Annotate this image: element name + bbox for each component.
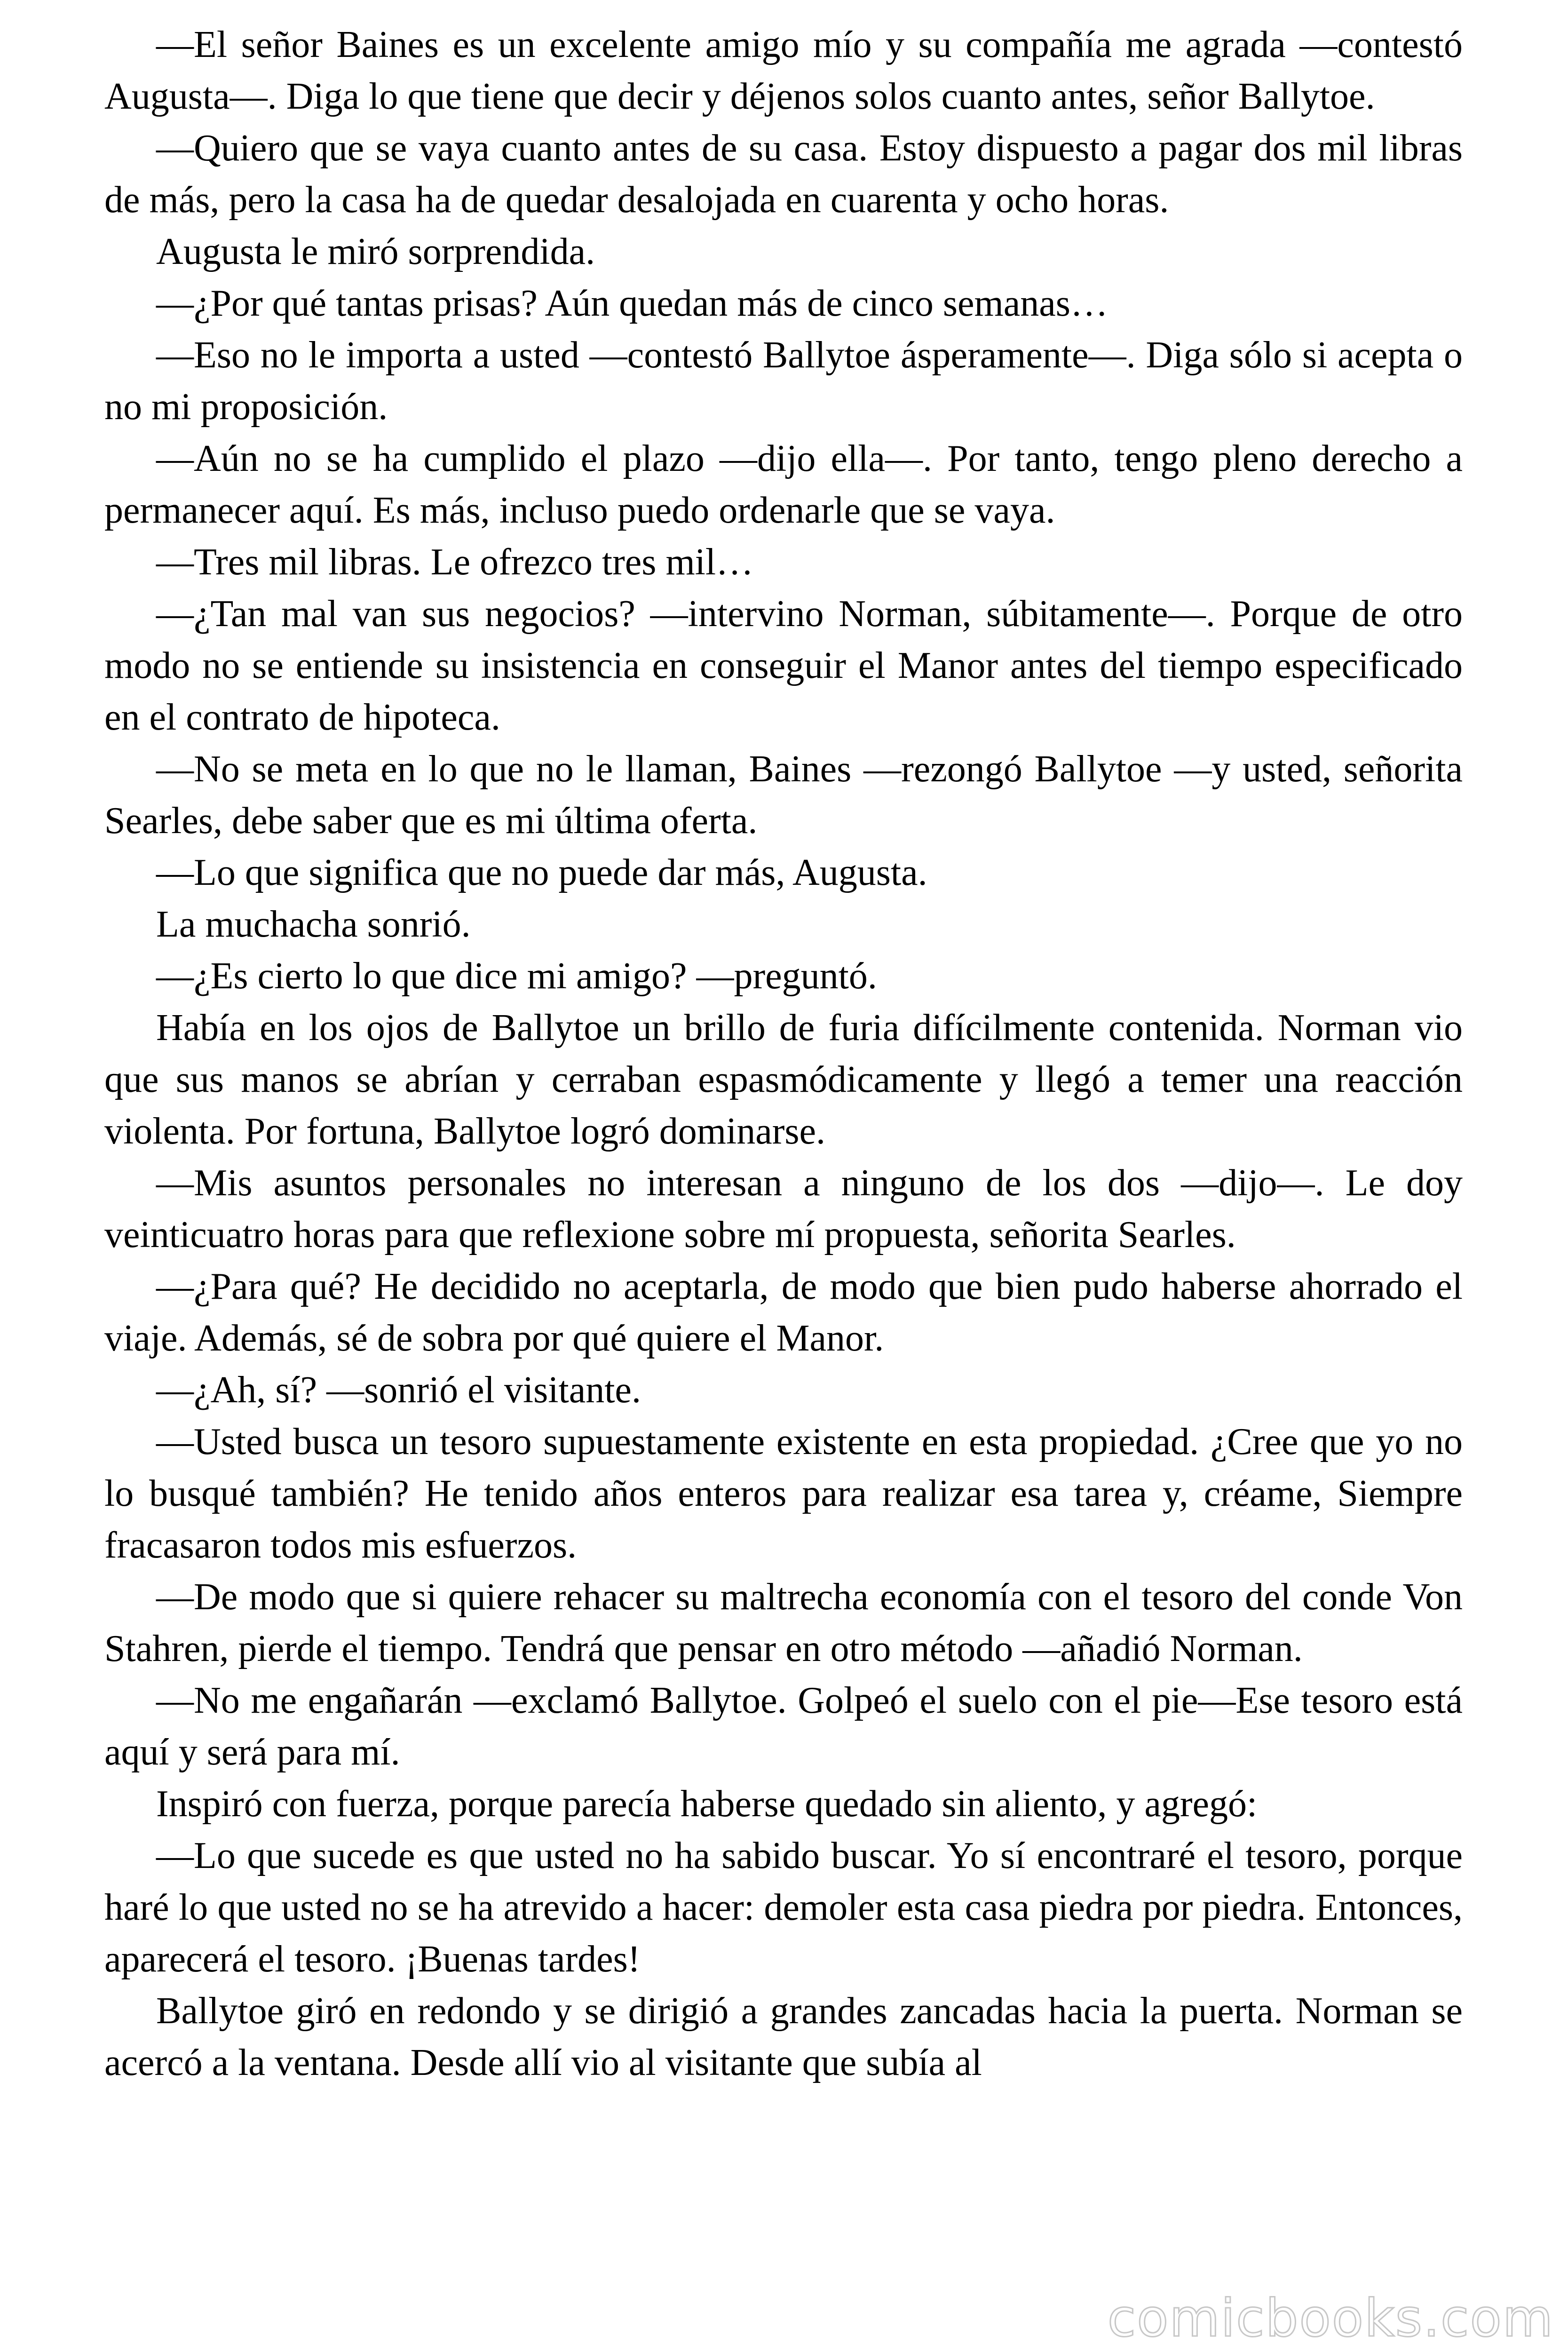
paragraph: —Aún no se ha cumplido el plazo —dijo ella—. Por tanto, tengo pleno derecho a permanecer aquí. Es más, incluso puedo ordenarle que se vaya.	[104, 438, 1463, 531]
paragraph: —Usted busca un tesoro supuestamente existente en esta propiedad. ¿Cree que yo no lo busqué también? He tenido años enteros para realizar esa tarea y, créame, Siempre fracasaron todos mis esfuerzos.	[104, 1421, 1463, 1566]
paragraph: —El señor Baines es un excelente amigo mío y su compañía me agrada —contestó Augusta—. Diga lo que tiene que decir y déjenos solos cuanto antes, señor Ballytoe.	[104, 24, 1463, 117]
paragraph: —Lo que sucede es que usted no ha sabido buscar. Yo sí encontraré el tesoro, porque haré lo que usted no se ha atrevido a hacer: demoler esta casa piedra por piedra. Entonces, aparecerá el tesoro. ¡Buenas tardes!	[104, 1835, 1463, 1980]
paragraph: —No me engañarán —exclamó Ballytoe. Golpeó el suelo con el pie—Ese tesoro está aquí y será para mí.	[104, 1680, 1463, 1773]
paragraph: —Quiero que se vaya cuanto antes de su casa. Estoy dispuesto a pagar dos mil libras de más, pero la casa ha de quedar desalojada en cuarenta y ocho horas.	[104, 127, 1463, 221]
paragraph: —¿Para qué? He decidido no aceptarla, de modo que bien pudo haberse ahorrado el viaje. Además, sé de sobra por qué quiere el Manor.	[104, 1266, 1463, 1359]
paragraph: —¿Es cierto lo que dice mi amigo? —preguntó.	[156, 955, 877, 997]
paragraph: La muchacha sonrió.	[156, 904, 471, 945]
body-text	[104, 19, 1463, 2089]
paragraph: —Lo que significa que no puede dar más, Augusta.	[156, 852, 927, 893]
paragraph: Inspiró con fuerza, porque parecía haberse quedado sin aliento, y agregó:	[156, 1783, 1258, 1825]
paragraph: —¿Por qué tantas prisas? Aún quedan más de cinco semanas…	[156, 283, 1108, 324]
paragraph: Augusta le miró sorprendida.	[156, 231, 595, 272]
paragraph: —Eso no le importa a usted —contestó Ballytoe ásperamente—. Diga sólo si acepta o no mi proposición.	[104, 334, 1463, 428]
paragraph: —De modo que si quiere rehacer su maltrecha economía con el tesoro del conde Von Stahren, pierde el tiempo. Tendrá que pensar en otro método —añadió Norman.	[104, 1576, 1463, 1669]
paragraph: —Mis asuntos personales no interesan a ninguno de los dos —dijo—. Le doy veinticuatro horas para que reflexione sobre mí propuesta, señorita Searles.	[104, 1162, 1463, 1255]
paragraph: —¿Ah, sí? —sonrió el visitante.	[156, 1369, 641, 1411]
paragraph: —No se meta en lo que no le llaman, Baines —rezongó Ballytoe —y usted, señorita Searles, debe saber que es mi última oferta.	[104, 748, 1463, 842]
watermark: comicbooks.com	[1107, 2288, 1554, 2348]
paragraph: Ballytoe giró en redondo y se dirigió a grandes zancadas hacia la puerta. Norman se acercó a la ventana. Desde allí vio al visitante que subía al	[104, 1990, 1463, 2083]
paragraph: Había en los ojos de Ballytoe un brillo de furia difícilmente contenida. Norman vio que sus manos se abrían y cerraban espasmódicamente y llegó a temer una reacción violenta. Por fortuna, Ballytoe logró dominarse.	[104, 1007, 1463, 1152]
paragraph: —Tres mil libras. Le ofrezco tres mil…	[156, 541, 754, 583]
paragraph: —¿Tan mal van sus negocios? —intervino Norman, súbitamente—. Porque de otro modo no se entiende su insistencia en conseguir el Manor antes del tiempo especificado en el contrato de hipoteca.	[104, 593, 1463, 738]
